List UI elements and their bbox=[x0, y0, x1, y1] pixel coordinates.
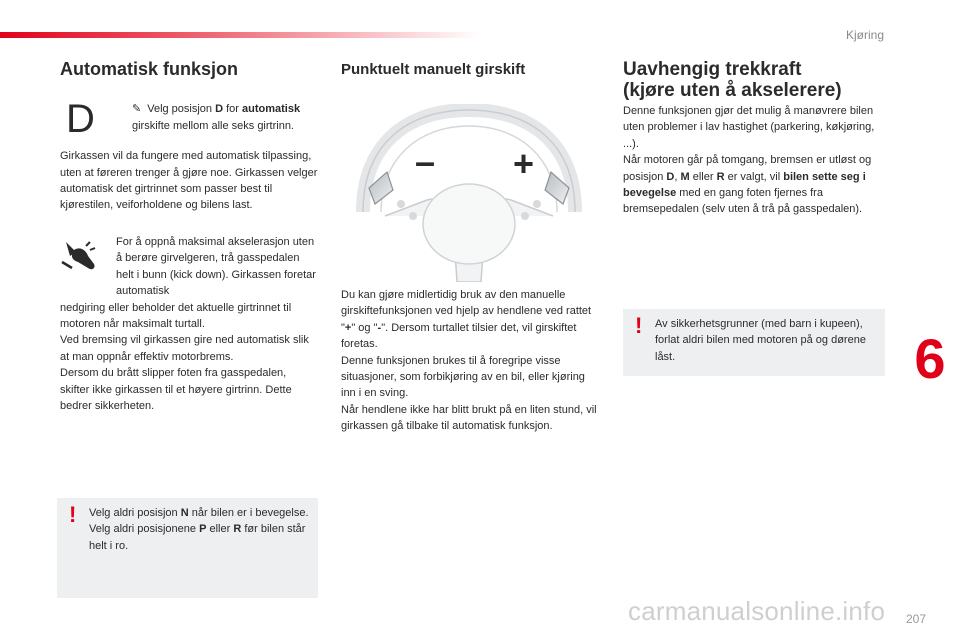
minus-paddle-label: – bbox=[415, 141, 436, 182]
paragraph-release: Dersom du brått slipper foten fra gasspedalen, skifter ikke girkassen til et høyere girtrinn. Dette bedrer sikkerheten. bbox=[60, 367, 292, 412]
paragraph-creep-conditions: Når motoren går på tomgang, bremsen er utløst og posisjon D, M eller R er valgt, vil bilen sette seg i bevegelse med en gang foten fjernes fra bremsepedalen (selv uten å trå på gasspedalen). bbox=[623, 154, 872, 216]
column-creep bbox=[623, 60, 885, 218]
paragraph-manual-use: Denne funksjonen brukes til å foregripe visse situasjoner, som forbikjøring av en bil, eller kjøring inn i en sving. bbox=[341, 354, 585, 400]
page-number: 207 bbox=[905, 612, 926, 626]
heading-creep: Uavhengig trekkraft (kjøre uten å akselerere) bbox=[623, 59, 842, 101]
heading-manual: Punktuelt manuelt girskift bbox=[341, 61, 526, 78]
paragraph-manual-return: Når hendlene ikke har blitt brukt på en liten stund, vil girkassen gå tilbake til automatisk funksjon. bbox=[341, 403, 597, 433]
foot-pedal-icon bbox=[60, 240, 100, 272]
steering-wheel-icon bbox=[341, 104, 597, 282]
tip-indented-text: For å oppnå maksimal akselerasjon uten å berøre girvelgeren, trå gasspedalen helt i bunn (kick down). Girkassen foretar automatisk bbox=[116, 235, 316, 298]
hint-text: ✎ Velg posisjon D for automatisk girskifte mellom alle seks girtrinn. bbox=[132, 103, 301, 132]
column-automatic bbox=[60, 60, 318, 414]
chapter-number: 6 bbox=[914, 327, 946, 390]
d-position-hint bbox=[60, 97, 318, 142]
manual-text bbox=[341, 287, 597, 435]
warning-exclamation-icon: ! bbox=[635, 313, 643, 338]
warning-line-neutral: Velg aldri posisjon N når bilen er i bevegelse. bbox=[89, 507, 309, 519]
header-accent-bar bbox=[0, 32, 480, 38]
paragraph-auto-adapt: Girkassen vil da fungere med automatisk tilpassing, uten at føreren trenger å gjøre noe. Girkassen velger automatisk det girtrinnet som passer best til kjørestilen, veiforholdene og bilens last. bbox=[60, 150, 318, 212]
warning-box-safety bbox=[623, 309, 885, 376]
heading-automatic: Automatisk funksjon bbox=[60, 59, 239, 79]
kickdown-tip bbox=[60, 234, 318, 300]
warning-exclamation-icon: ! bbox=[69, 502, 77, 527]
column-manual bbox=[341, 60, 597, 78]
bullet-icon: ✎ bbox=[132, 103, 142, 116]
gear-d-letter: D bbox=[66, 97, 95, 142]
plus-paddle-label: + bbox=[513, 143, 535, 184]
warning-box-neutral bbox=[57, 498, 318, 598]
tip-continued-text: nedgiring eller beholder det aktuelle girtrinnet til motoren når maksimalt turtall. bbox=[60, 301, 292, 330]
watermark: carmanualsonline.info bbox=[628, 596, 886, 626]
paragraph-braking: Ved bremsing vil girkassen gire ned automatisk slik at man oppnår effektiv motorbrems. bbox=[60, 334, 309, 363]
paragraph-creep-intro: Denne funksjonen gjør det mulig å manøvrere bilen uten problemer i lav hastighet (parkering, køkjøring, ...). bbox=[623, 105, 875, 150]
paragraph-manual-paddles: Du kan gjøre midlertidig bruk av den manuelle girskiftefunksjonen ved hjelp av hendlene ved rattet "+" og "-". Dersom turtallet tilsier det, vil girskiftet foretas. bbox=[341, 289, 592, 351]
section-label: Kjøring bbox=[845, 28, 884, 42]
warning-line-park-reverse: Velg aldri posisjonene P eller R før bilen står helt i ro. bbox=[89, 523, 306, 552]
warning-safety-text: Av sikkerhetsgrunner (med barn i kupeen), forlat aldri bilen med motoren på og dørene låst. bbox=[655, 318, 866, 363]
